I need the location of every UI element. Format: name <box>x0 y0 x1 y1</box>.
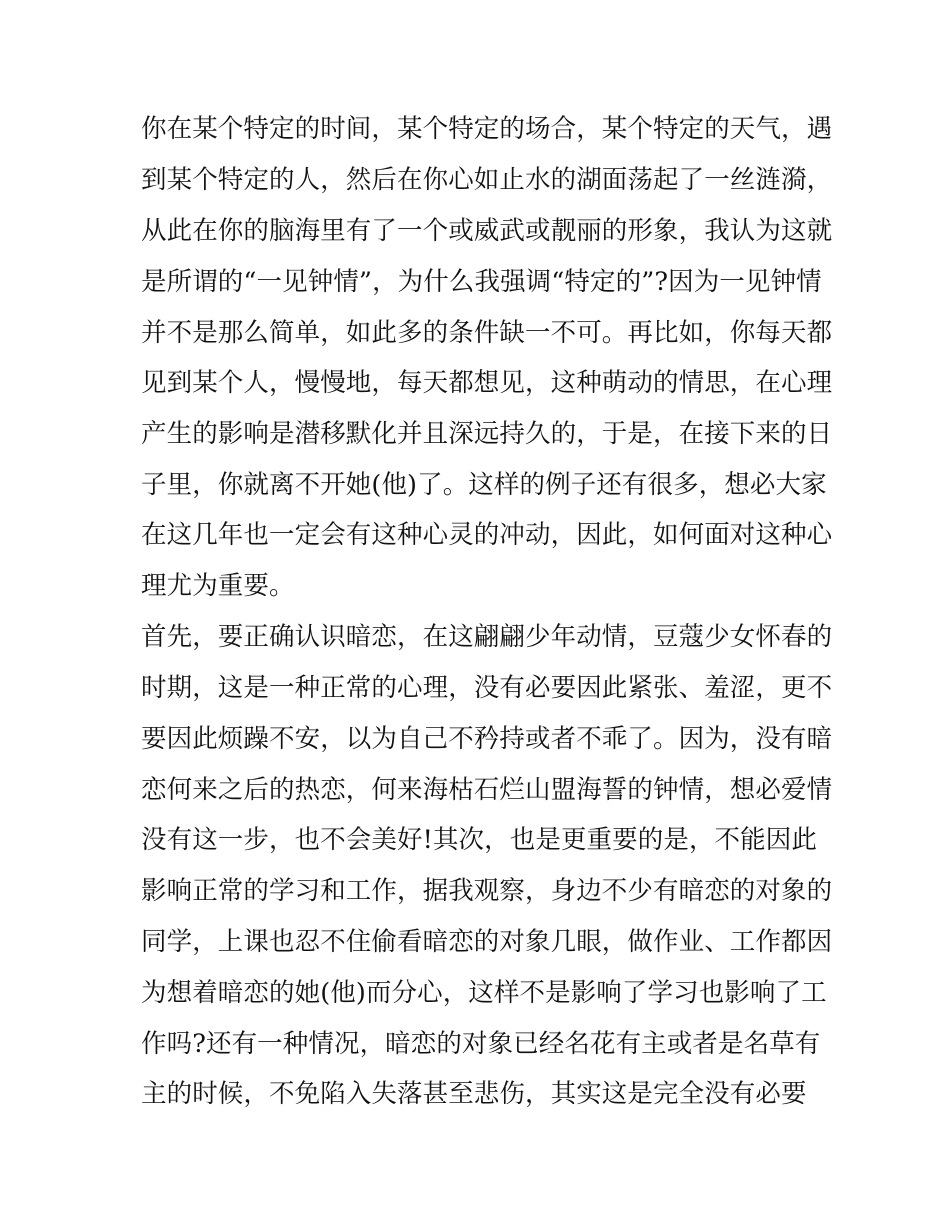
text-line: 产生的影响是潜移默化并且深远持久的，于是，在接下来的日 <box>141 419 833 449</box>
text-line: 理尤为重要。 <box>141 571 295 601</box>
text-line: 在这几年也一定会有这种心灵的冲动，因此，如何面对这种心 <box>141 520 833 550</box>
text-line: 主的时候，不免陷入失落甚至悲伤，其实这是完全没有必要 <box>141 1079 807 1109</box>
text-line: 恋何来之后的热恋，何来海枯石烂山盟海誓的钟情，想必爱情 <box>141 775 833 805</box>
text-line: 你在某个特定的时间，某个特定的场合，某个特定的天气，遇 <box>141 114 833 144</box>
text-line: 同学，上课也忍不住偷看暗恋的对象几眼，做作业、工作都因 <box>141 927 833 957</box>
text-line: 影响正常的学习和工作，据我观察，身边不少有暗恋的对象的 <box>141 876 833 906</box>
text-line: 要因此烦躁不安，以为自己不矜持或者不乖了。因为，没有暗 <box>141 724 833 754</box>
text-line: 到某个特定的人，然后在你心如止水的湖面荡起了一丝涟漪， <box>141 165 833 195</box>
text-line: 为想着暗恋的她(他)而分心，这样不是影响了学习也影响了工 <box>141 978 827 1008</box>
text-line: 首先，要正确认识暗恋，在这翩翩少年动情，豆蔻少女怀春的 <box>141 622 833 652</box>
text-line: 没有这一步，也不会美好!其次，也是更重要的是，不能因此 <box>141 825 817 855</box>
text-line: 是所谓的“一见钟情”，为什么我强调“特定的”?因为一见钟情 <box>141 267 822 297</box>
text-line: 时期，这是一种正常的心理，没有必要因此紧张、羞涩，更不 <box>141 673 833 703</box>
text-line: 作吗?还有一种情况，暗恋的对象已经名花有主或者是名草有 <box>141 1029 821 1059</box>
text-line: 见到某个人，慢慢地，每天都想见，这种萌动的情思，在心理 <box>141 368 833 398</box>
text-line: 子里，你就离不开她(他)了。这样的例子还有很多，想必大家 <box>141 470 827 500</box>
text-line: 从此在你的脑海里有了一个或威武或靓丽的形象，我认为这就 <box>141 216 833 246</box>
text-line: 并不是那么简单，如此多的条件缺一不可。再比如，你每天都 <box>141 318 833 348</box>
